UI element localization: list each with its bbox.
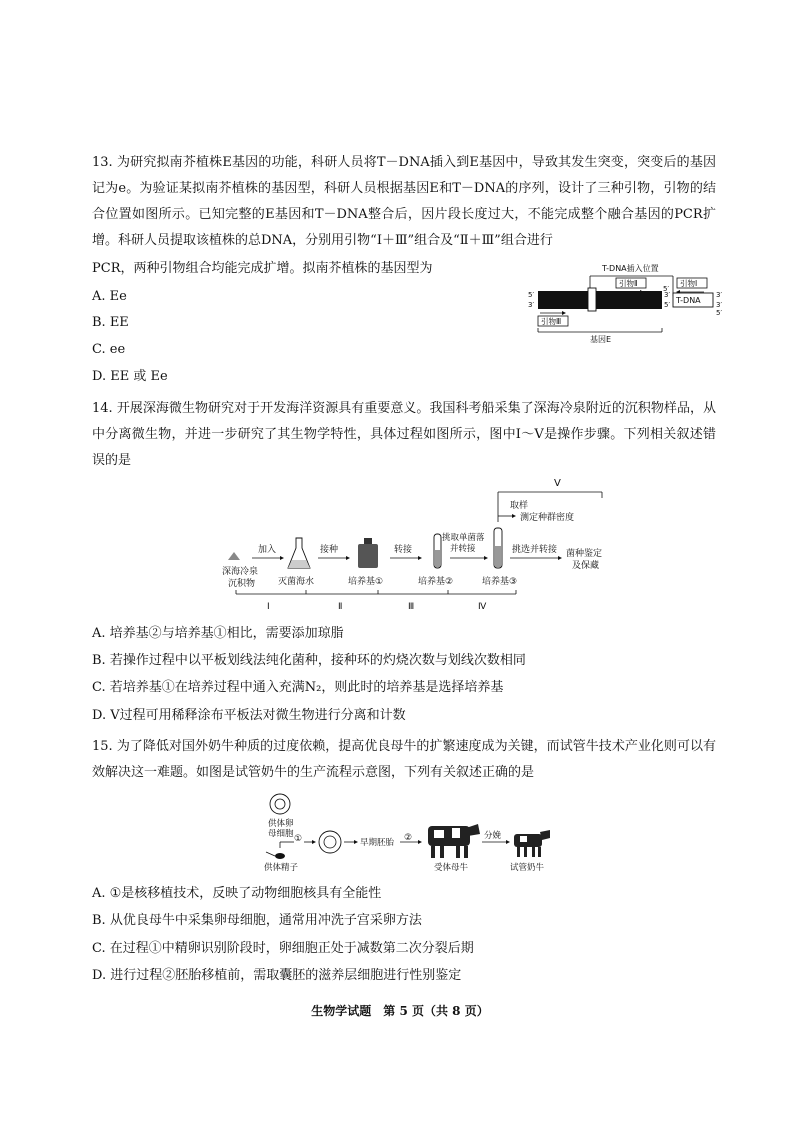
primer1-label: 引物Ⅰ (680, 279, 698, 288)
sampling-label: 取样 (510, 501, 529, 511)
end-3-right-a: 3′ (716, 291, 723, 299)
q13-option-d: D. EE 或 Ee (92, 369, 168, 384)
end-5-right: 5′ (716, 309, 723, 317)
gene-e-label: 基因E (590, 335, 612, 344)
q15-stem: 15. 为了降低对国外奶牛种质的过度依赖，提高优良母牛的扩繁速度成为关键，而试管牛技术产业化则可以有效解决这一难题。如图是试管奶牛的生产流程示意图，下列有关叙述正确的是 (92, 739, 716, 780)
identify-label-2: 及保藏 (572, 561, 600, 571)
end-5-bottom-mid: 5′ (664, 301, 671, 309)
q14-process-diagram (222, 476, 752, 616)
select-transfer-label: 挑选并转接 (512, 545, 558, 555)
seawater-label: 灭菌海水 (278, 577, 315, 587)
medium1-bottle-cap (364, 538, 372, 544)
primer2-label: 引物Ⅱ (619, 279, 638, 288)
end-3-right-b: 3′ (716, 301, 723, 309)
step4-label: Ⅳ (478, 602, 487, 612)
recipient-label: 受体母牛 (434, 863, 469, 873)
oocyte-label-2: 母细胞 (268, 829, 294, 839)
q15-option-d: D. 进行过程②胚胎移植前，需取囊胚的滋养层细胞进行性别鉴定 (92, 968, 462, 983)
q15-process-diagram (258, 788, 558, 874)
step1-circle-label: ① (294, 834, 303, 844)
oocyte-label-1: 供体卵 (268, 819, 294, 829)
pick-label-2: 并转接 (450, 544, 476, 554)
q14-option-c: C. 若培养基①在培养过程中通入充满N₂，则此时的培养基是选择培养基 (92, 680, 504, 695)
page-footer: 生物学试题 第 5 页（共 8 页） (311, 1004, 489, 1018)
q14-option-d: D. Ⅴ过程可用稀释涂布平板法对微生物进行分离和计数 (92, 708, 406, 723)
q13-option-c: C. ee (92, 342, 126, 357)
q13-option-a: A. Ee (92, 289, 127, 304)
sperm-label: 供体精子 (264, 863, 299, 873)
q14-option-a: A. 培养基②与培养基①相比，需要添加琼脂 (92, 626, 344, 641)
tdna-insert-label: T-DNA插入位置 (602, 264, 659, 273)
end-3-top-mid: 3′ (664, 291, 671, 299)
medium1-label: 培养基① (348, 577, 384, 587)
step3-label: Ⅲ (408, 602, 415, 612)
q14-stem: 14. 开展深海微生物研究对于开发海洋资源具有重要意义。我国科考船采集了深海冷泉附近的沉积物样品，从中分离微生物，并进一步研究了其生物学特性，具体过程如图所示，图中Ⅰ～Ⅴ是操作步骤。下列相关叙述错误的是 (92, 401, 716, 468)
q13-stem-last-line: PCR，两种引物组合均能完成扩增。拟南芥植株的基因型为 (92, 261, 433, 276)
calf-icon (514, 830, 550, 857)
step5-label: Ⅴ (554, 478, 561, 489)
medium1-bottle-icon (358, 544, 378, 568)
birth-label: 分娩 (484, 831, 502, 841)
gene-e-right-segment (596, 291, 662, 309)
medium2-label: 培养基② (418, 577, 454, 587)
inoculate-label: 接种 (320, 545, 339, 555)
recipient-cow-icon (428, 824, 480, 858)
identify-label-1: 菌种鉴定 (566, 549, 603, 559)
early-embryo-label: 早期胚胎 (360, 838, 395, 848)
step2-label: Ⅱ (338, 602, 343, 612)
end-3-bottom-left: 3′ (528, 301, 535, 309)
gene-e-left-segment (538, 291, 588, 309)
primer3-label: 引物Ⅲ (541, 317, 562, 326)
q14-option-b: B. 若操作过程中以平板划线法纯化菌种，接种环的灼烧次数与划线次数相同 (92, 653, 526, 668)
add-label: 加入 (258, 545, 277, 555)
calf-label: 试管奶牛 (510, 863, 545, 873)
sperm-icon (275, 853, 285, 859)
q13-primer-diagram (528, 262, 728, 344)
step1-label: Ⅰ (267, 602, 270, 612)
q15-option-c: C. 在过程①中精卵识别阶段时，卵细胞正处于减数第二次分裂后期 (92, 941, 474, 956)
q15-option-b: B. 从优良母牛中采集卵母细胞，通常用冲洗子宫采卵方法 (92, 913, 422, 928)
end-5-top-right: 5′ (663, 285, 670, 293)
q13-stem: 13. 为研究拟南芥植株E基因的功能，科研人员将T－DNA插入到E基因中，导致其发生突变，突变后的基因记为e。为验证某拟南芥植株的基因型，科研人员根据基因E和T－DNA的序列，设计了三种引物，引物的结合位置如图所示。已知完整的E基因和T－DNA整合后，因片段长度过大，不能完成整个融合基因的PCR扩增。科研人员提取该植株的总DNA，分别用引物“Ⅰ＋Ⅲ”组合及“Ⅱ＋Ⅲ”组合进行 (92, 155, 716, 248)
measure-density-label: 测定种群密度 (520, 513, 575, 523)
tdna-box-label: T-DNA (676, 296, 701, 305)
q13-option-b: B. EE (92, 315, 129, 330)
sediment-icon (228, 552, 240, 560)
pick-label-1: 挑取单菌落 (442, 533, 485, 543)
insert-site-marker (588, 288, 596, 311)
sample-label-2: 沉积物 (228, 579, 256, 589)
transfer-label: 转接 (394, 545, 413, 555)
step2-circle-label: ② (404, 833, 413, 843)
q15-option-a: A. ①是核移植技术，反映了动物细胞核具有全能性 (92, 886, 382, 901)
sample-label-1: 深海冷泉 (222, 567, 259, 577)
end-5-top-left: 5′ (528, 291, 535, 299)
medium3-label: 培养基③ (482, 577, 518, 587)
